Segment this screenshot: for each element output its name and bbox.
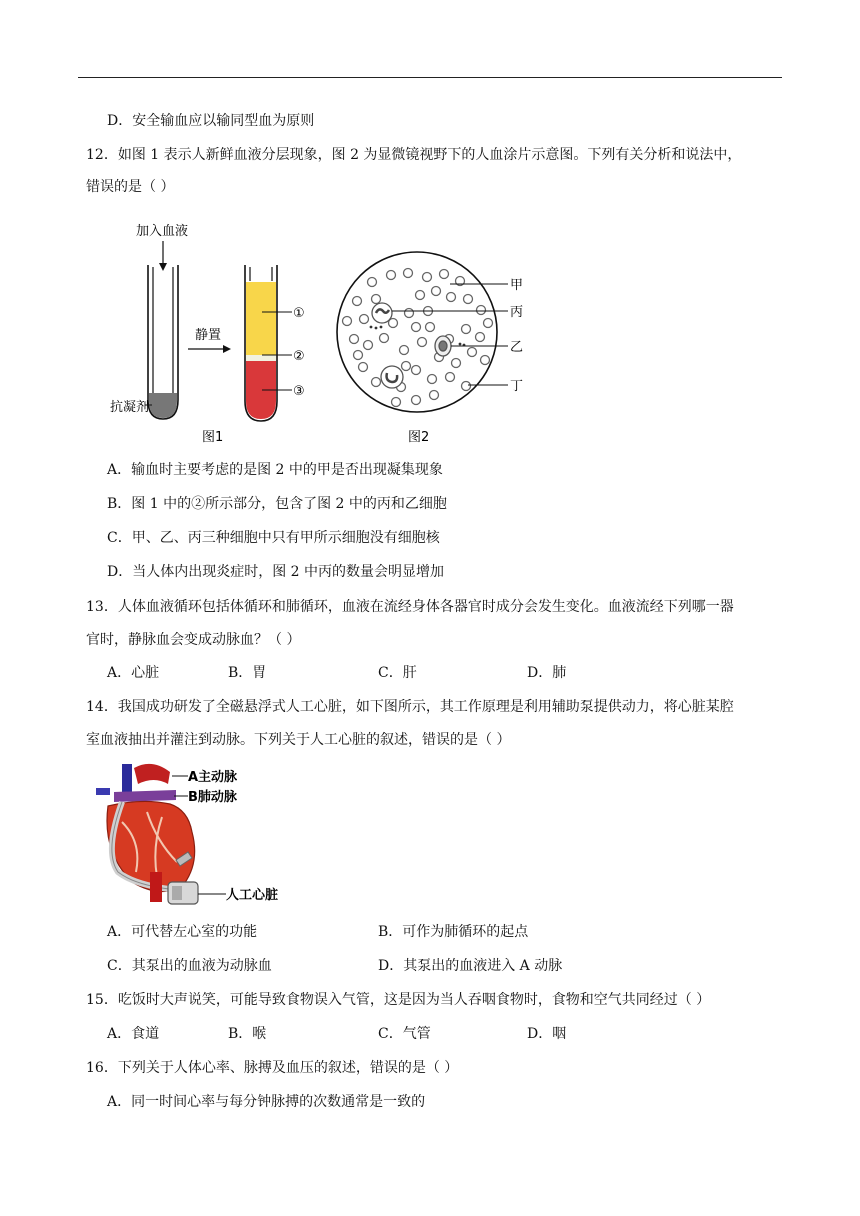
label-artificial-heart: 人工心脏 [226, 888, 279, 903]
q14-option-a: A．可代替左心室的功能 [107, 924, 258, 940]
q13-option-b: B．胃 [228, 665, 267, 681]
q13-option-a: A．心脏 [107, 665, 160, 681]
fig1-stand-arrowhead [223, 345, 231, 353]
label-aorta: A主动脉 [188, 770, 238, 785]
q13-option-d: D．肺 [527, 665, 567, 681]
q16-option-a: A．同一时间心率与每分钟脉搏的次数通常是一致的 [107, 1094, 426, 1110]
q16-stem: 16．下列关于人体心率、脉搏及血压的叙述，错误的是（ ） [86, 1060, 459, 1076]
q14-heart-figure [92, 762, 312, 912]
fig1-layer3-label: ③ [293, 384, 305, 399]
pulmonary-artery [114, 790, 176, 802]
q15-option-b: B．喉 [228, 1026, 267, 1042]
fig1-add-blood-label: 加入血液 [136, 224, 189, 239]
fig1-tube-right [245, 265, 277, 421]
q14-stem-line1: 14．我国成功研发了全磁悬浮式人工心脏，如下图所示，其工作原理是利用辅助泵提供动力，将心脏某腔 [86, 699, 734, 715]
q12-stem-line1: 12．如图 1 表示人新鲜血液分层现象，图 2 为显微镜视野下的人血涂片示意图。下列有关分析和说法中， [86, 147, 742, 163]
fig2-caption: 图2 [408, 430, 430, 445]
q15-option-a: A．食道 [107, 1026, 160, 1042]
fig2-ding-label: 丁 [510, 379, 524, 394]
q14-stem-line2: 室血液抽出并灌注到动脉。下列关于人工心脏的叙述，错误的是（ ） [86, 732, 511, 748]
fig1-stand-label: 静置 [195, 328, 222, 343]
q13-option-c: C．肝 [378, 665, 417, 681]
vessel-blue-top [122, 764, 132, 794]
label-pulmonary-artery: B肺动脉 [188, 790, 237, 805]
q15-stem: 15．吃饭时大声说笑，可能导致食物误入气管，这是因为当人吞咽食物时，食物和空气共同经过（ ） [86, 992, 711, 1008]
q14-option-c: C．其泵出的血液为动脉血 [107, 958, 272, 974]
fig1-layer2-label: ② [293, 349, 305, 364]
vessel-blue-left [96, 788, 110, 795]
fig2-jia-label: 甲 [510, 278, 524, 293]
q15-option-c: C．气管 [378, 1026, 431, 1042]
q13-stem-line1: 13．人体血液循环包括体循环和肺循环，血液在流经身体各器官时成分会发生变化。血液流经下列哪一器 [86, 599, 734, 615]
q11-option-d: D．安全输血应以输同型血为原则 [107, 113, 315, 129]
fig1-tube-left [148, 265, 178, 419]
q14-option-d: D．其泵出的血液进入 A 动脉 [378, 958, 563, 974]
q12-figure [110, 215, 530, 450]
q12-stem-line2: 错误的是（ ） [86, 179, 175, 195]
q15-option-d: D．咽 [527, 1026, 567, 1042]
q13-stem-line2: 官时，静脉血会变成动脉血？（ ） [86, 632, 301, 648]
q12-option-a: A．输血时主要考虑的是图 2 中的甲是否出现凝集现象 [107, 462, 443, 478]
q14-option-b: B．可作为肺循环的起点 [378, 924, 529, 940]
fig1-anticoagulant-label: 抗凝剂 [110, 400, 150, 415]
fig1-add-arrowhead [159, 263, 167, 271]
q12-option-b: B．图 1 中的②所示部分，包含了图 2 中的丙和乙细胞 [107, 496, 447, 512]
fig2-yi-label: 乙 [510, 340, 524, 355]
fig1-caption: 图1 [202, 430, 224, 445]
header-rule [78, 77, 782, 78]
q12-option-d: D．当人体内出现炎症时，图 2 中丙的数量会明显增加 [107, 564, 445, 580]
q12-option-c: C．甲、乙、丙三种细胞中只有甲所示细胞没有细胞核 [107, 530, 440, 546]
fig1-layer1-label: ① [293, 306, 305, 321]
fig2-bing-label: 丙 [510, 305, 524, 320]
red-vessel-bottom [150, 872, 162, 902]
